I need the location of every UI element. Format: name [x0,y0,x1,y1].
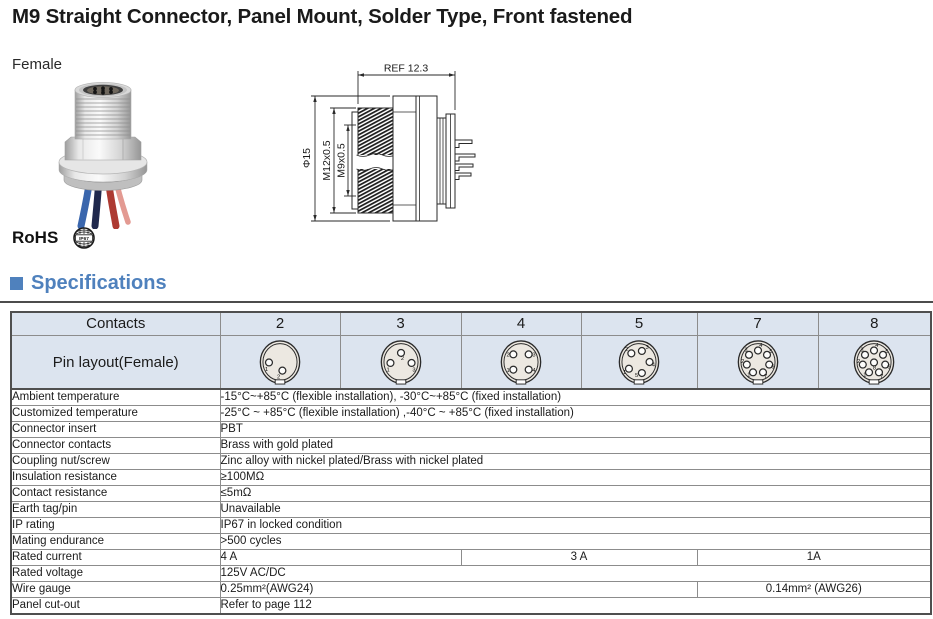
dim-diameter-label: Φ15 [301,147,313,169]
svg-text:4: 4 [875,343,879,350]
spec-label: Wire gauge [11,582,220,598]
svg-text:1: 1 [746,372,750,379]
spec-row [11,582,931,598]
spec-row [11,454,931,470]
dim-ref-label: REF 12.3 [383,62,429,75]
pin-diagram-5 [616,337,662,387]
spec-row [11,518,931,534]
svg-text:1: 1 [623,369,627,376]
heading-square-bullet [10,277,23,290]
pin-layout-cell-2 [220,336,340,390]
spec-value: 1A [697,550,931,566]
svg-text:1: 1 [264,367,269,374]
svg-text:3: 3 [645,345,649,352]
contact-count-8: 8 [818,312,931,336]
spec-value: 125V AC/DC [220,566,931,582]
technical-drawing [290,58,510,233]
specifications-table [10,311,932,615]
spec-value: Brass with gold plated [220,438,931,454]
spec-value: 3 A [461,550,697,566]
svg-text:7: 7 [880,373,884,380]
compliance-row [12,226,96,250]
pin-layout-row [11,336,931,390]
contact-count-2: 2 [220,312,340,336]
dim-thread-inner-label: M9x0.5 [335,143,348,178]
pin-diagram-8 [851,337,897,387]
spec-label: Contact resistance [11,486,220,502]
spec-row [11,550,931,566]
contact-count-4: 4 [461,312,581,336]
svg-text:8: 8 [873,365,877,372]
spec-value: 0.14mm² (AWG26) [697,582,931,598]
spec-row [11,406,931,422]
pin-diagram-2 [257,337,303,387]
svg-text:3: 3 [411,367,416,374]
ip67-badge-text: IP67 [79,236,90,242]
spec-row [11,438,931,454]
spec-value: 0.25mm²(AWG24) [220,582,697,598]
section-title: Specifications [31,272,167,294]
contact-count-3: 3 [340,312,461,336]
pin-layout-cell-8 [818,336,931,390]
spec-value: Zinc alloy with nickel plated/Brass with nickel plated [220,454,931,470]
pin-layout-cell-5 [581,336,697,390]
heading-rule [0,301,933,303]
contact-count-7: 7 [697,312,818,336]
spec-label: Connector insert [11,422,220,438]
pin-diagram-3 [378,337,424,387]
connector-photo [28,74,178,229]
spec-row [11,470,931,486]
svg-text:2: 2 [506,352,510,359]
spec-value: PBT [220,422,931,438]
pin-layout-cell-4 [461,336,581,390]
spec-row [11,486,931,502]
svg-text:5: 5 [768,348,773,355]
gender-label: Female [12,56,63,73]
svg-text:4: 4 [651,362,655,369]
svg-text:5: 5 [635,372,639,379]
spec-label: Coupling nut/screw [11,454,220,470]
spec-label: Customized temperature [11,406,220,422]
svg-text:3: 3 [532,352,536,359]
spec-value: 4 A [220,550,461,566]
svg-text:3: 3 [860,347,864,354]
spec-value: ≤5mΩ [220,486,931,502]
svg-text:2: 2 [857,358,861,365]
spec-label: Panel cut-out [11,598,220,615]
spec-row [11,566,931,582]
spec-row [11,389,931,406]
svg-text:2: 2 [624,346,629,353]
pin-layout-cell-7 [697,336,818,390]
svg-text:4: 4 [758,343,762,350]
spec-row [11,422,931,438]
spec-label: Rated current [11,550,220,566]
spec-row [11,502,931,518]
svg-text:1: 1 [863,372,867,379]
spec-row [11,598,931,615]
spec-value: >500 cycles [220,534,931,550]
spec-label: Connector contacts [11,438,220,454]
spec-row [11,534,931,550]
dim-thread-outer-label: M12x0.5 [321,140,333,181]
svg-text:2: 2 [276,374,281,381]
svg-text:3: 3 [743,347,748,354]
pin-layout-cell-3 [340,336,461,390]
svg-text:2: 2 [740,358,744,365]
spec-value: -25°C ~ +85°C (flexible installation) ,-40°C ~ +85°C (fixed installation) [220,406,931,422]
svg-text:5: 5 [885,348,889,355]
pin-layout-label: Pin layout(Female) [11,336,220,390]
spec-label: Insulation resistance [11,470,220,486]
pin-diagram-7 [735,337,781,387]
spec-value: IP67 in locked condition [220,518,931,534]
rohs-label: RoHS [12,228,59,247]
svg-text:2: 2 [400,356,404,363]
contacts-header-row [11,312,931,336]
spec-label: Ambient temperature [11,389,220,406]
spec-label: IP rating [11,518,220,534]
contact-count-5: 5 [581,312,697,336]
svg-text:1: 1 [385,367,390,374]
spec-value: -15°C~+85°C (flexible installation), -30°C~+85°C (fixed installation) [220,389,931,406]
spec-label: Rated voltage [11,566,220,582]
contacts-header-label: Contacts [11,312,220,336]
svg-text:4: 4 [532,368,536,375]
pin-diagram-4 [498,337,544,387]
ip67-badge-icon [72,226,96,250]
specifications-heading [10,272,167,295]
svg-text:6: 6 [887,364,891,371]
spec-value: Refer to page 112 [220,598,931,615]
spec-value: Unavailable [220,502,931,518]
svg-text:1: 1 [506,368,510,375]
svg-text:7: 7 [763,373,767,380]
page-title: M9 Straight Connector, Panel Mount, Solder Type, Front fastened [12,5,633,28]
svg-text:6: 6 [770,364,774,371]
spec-label: Mating endurance [11,534,220,550]
spec-value: ≥100MΩ [220,470,931,486]
spec-label: Earth tag/pin [11,502,220,518]
